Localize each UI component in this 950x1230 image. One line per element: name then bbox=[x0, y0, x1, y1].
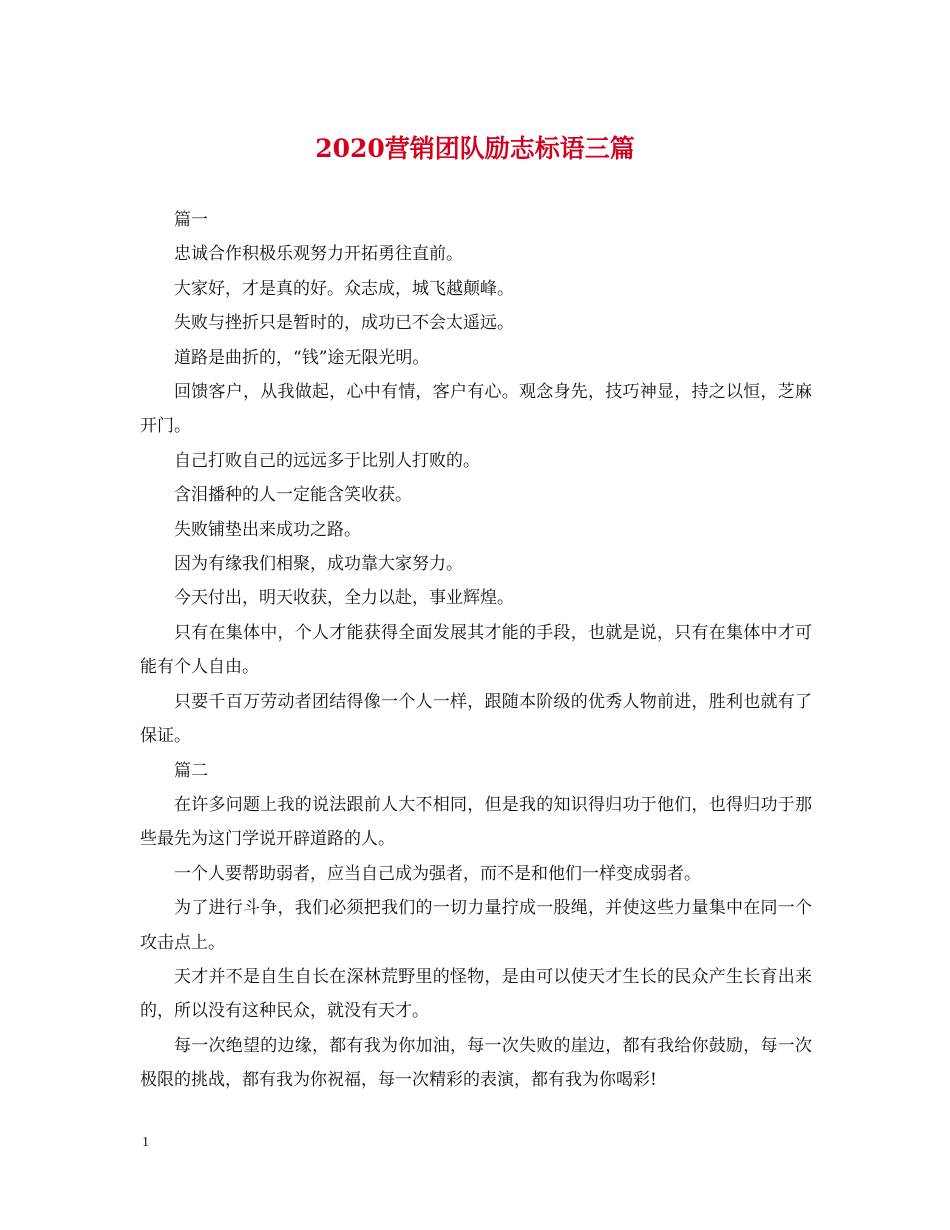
paragraph: 天才并不是自生自长在深林荒野里的怪物，是由可以使天才生长的民众产生长育出来的，所以没有这种民众，就没有天才。 bbox=[140, 966, 812, 1022]
paragraph: 回馈客户，从我做起，心中有情，客户有心。观念身先，技巧神显，持之以恒，芝麻开门。 bbox=[140, 382, 812, 437]
paragraph: 只要千百万劳动者团结得像一个人一样，跟随本阶级的优秀人物前进，胜利也就有了保证。 bbox=[140, 691, 812, 747]
paragraph: 含泪播种的人一定能含笑收获。 bbox=[174, 485, 412, 506]
document-body bbox=[140, 203, 812, 1098]
paragraph: 道路是曲折的，“钱”途无限光明。 bbox=[174, 347, 430, 368]
paragraph: 每一次绝望的边缘，都有我为你加油，每一次失败的崖边，都有我给你鼓励，每一次极限的挑战，都有我为你祝福，每一次精彩的表演，都有我为你喝彩! bbox=[140, 1035, 812, 1091]
paragraph: 今天付出，明天收获，全力以赴，事业辉煌。 bbox=[174, 588, 514, 609]
paragraph: 为了进行斗争，我们必须把我们的一切力量拧成一股绳，并使这些力量集中在同一个攻击点上。 bbox=[140, 898, 812, 953]
paragraph: 自己打败自己的远远多于比别人打败的。 bbox=[174, 450, 480, 471]
paragraph: 在许多问题上我的说法跟前人大不相同，但是我的知识得归功于他们，也得归功于那些最先为这门学说开辟道路的人。 bbox=[140, 794, 812, 850]
page-number: 1 bbox=[142, 1135, 149, 1150]
paragraph: 因为有缘我们相聚，成功靠大家努力。 bbox=[174, 554, 463, 575]
paragraph: 一个人要帮助弱者，应当自己成为强者，而不是和他们一样变成弱者。 bbox=[174, 863, 701, 884]
section-heading: 篇二 bbox=[174, 760, 208, 781]
paragraph: 失败与挫折只是暂时的，成功已不会太遥远。 bbox=[174, 313, 514, 334]
paragraph: 大家好，才是真的好。众志成，城飞越颠峰。 bbox=[174, 278, 514, 299]
paragraph: 只有在集体中，个人才能获得全面发展其才能的手段，也就是说，只有在集体中才可能有个人自由。 bbox=[140, 622, 812, 678]
page-title: 2020营销团队励志标语三篇 bbox=[315, 134, 635, 163]
section-heading: 篇一 bbox=[174, 210, 208, 230]
paragraph: 忠诚合作积极乐观努力开拓勇往直前。 bbox=[174, 244, 463, 265]
paragraph: 失败铺垫出来成功之路。 bbox=[174, 519, 361, 540]
